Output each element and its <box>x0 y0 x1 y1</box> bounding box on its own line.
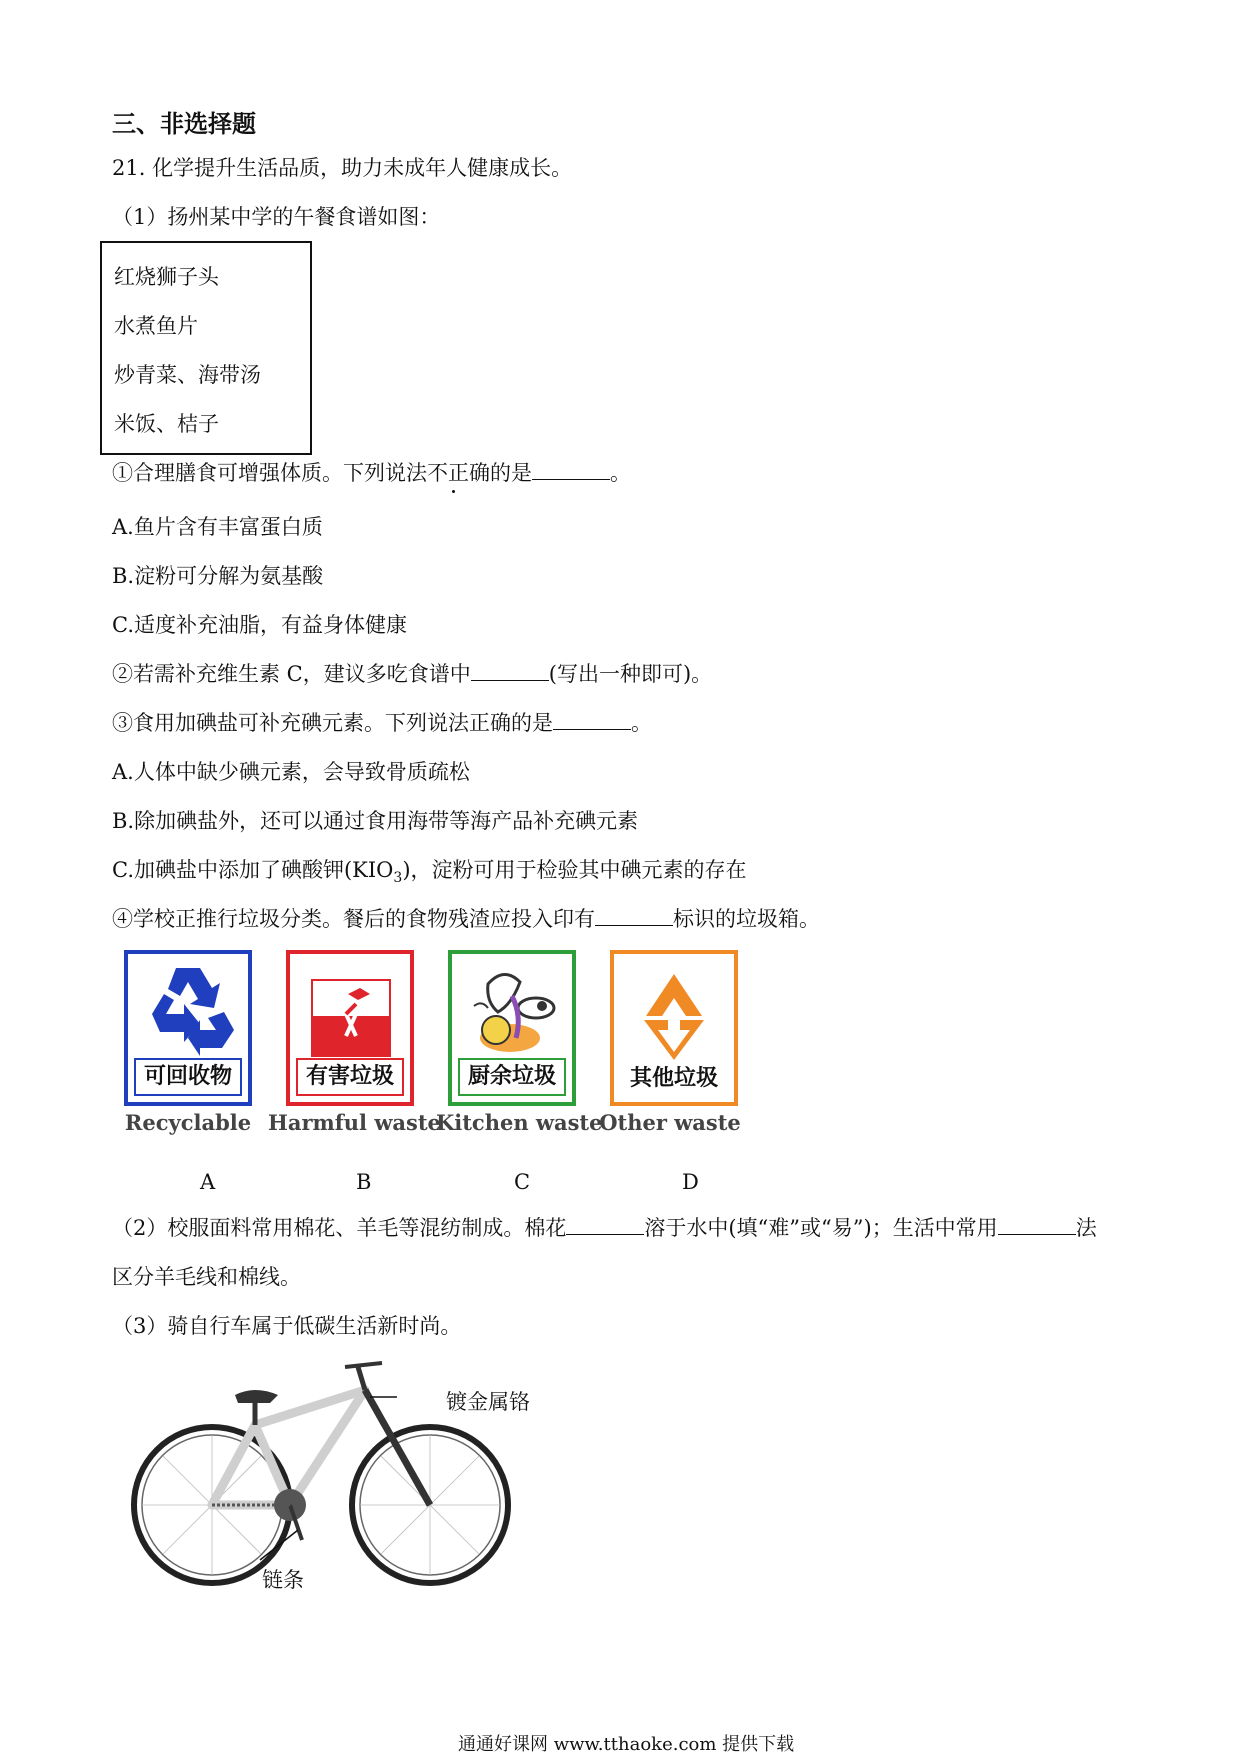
q1-option-c: C.适度补充油脂，有益身体健康 <box>112 613 407 637</box>
q1-suffix: 。 <box>610 461 631 485</box>
question-stem: 21. 化学提升生活品质，助力未成年人健康成长。 <box>112 156 573 180</box>
answer-blank[interactable] <box>471 662 549 681</box>
answer-blank[interactable] <box>532 461 610 480</box>
answer-blank[interactable] <box>595 907 673 926</box>
part2 <box>112 1214 1097 1242</box>
q3-suffix: 。 <box>631 711 652 735</box>
part2-mid: 溶于水中(填“难”或“易”)；生活中常用 <box>644 1216 998 1240</box>
option-letter: A <box>200 1170 216 1194</box>
part2-continued: 区分羊毛线和棉线。 <box>112 1265 301 1289</box>
bin-label: 有害垃圾 <box>296 1058 404 1096</box>
q1-prefix: ①合理膳食可增强体质。下列说法 <box>112 461 427 485</box>
subquestion-1 <box>112 459 631 487</box>
option-letter: C <box>514 1170 531 1194</box>
subquestion-4 <box>112 905 820 933</box>
bin-en-label: Kitchen waste <box>436 1110 603 1135</box>
menu-item: 水煮鱼片 <box>114 314 198 338</box>
menu-item: 米饭、桔子 <box>114 412 219 436</box>
bin-harmful <box>286 950 414 1106</box>
q3-prefix: ③食用加碘盐可补充碘元素。下列说法正确的是 <box>112 711 553 735</box>
q4-prefix: ④学校正推行垃圾分类。餐后的食物残渣应投入印有 <box>112 907 595 931</box>
q4-suffix: 标识的垃圾箱。 <box>673 907 820 931</box>
answer-blank[interactable] <box>566 1216 644 1235</box>
bin-other <box>610 950 738 1106</box>
subquestion-3 <box>112 709 652 737</box>
part1-intro: （1）扬州某中学的午餐食谱如图： <box>112 205 441 229</box>
q3-option-b: B.除加碘盐外，还可以通过食用海带等海产品补充碘元素 <box>112 809 639 833</box>
answer-blank[interactable] <box>553 711 631 730</box>
q3c-suffix: )，淀粉可用于检验其中碘元素的存在 <box>402 858 747 882</box>
harmful-icon <box>290 956 410 1064</box>
food-waste-icon <box>452 956 572 1064</box>
part2-prefix: （2）校服面料常用棉花、羊毛等混纺制成。棉花 <box>112 1216 567 1240</box>
subquestion-2 <box>112 660 712 688</box>
bin-recyclable <box>124 950 252 1106</box>
other-waste-icon <box>614 956 734 1064</box>
bin-label: 可回收物 <box>134 1058 242 1096</box>
bin-label: 厨余垃圾 <box>458 1058 566 1096</box>
option-letter: B <box>356 1170 372 1194</box>
part2-suffix: 法 <box>1075 1216 1097 1240</box>
q3-option-a: A.人体中缺少碘元素，会导致骨质疏松 <box>112 760 470 784</box>
bike-label-chain: 链条 <box>262 1568 304 1592</box>
recycle-icon <box>128 956 248 1064</box>
emphasis-dot <box>452 490 455 493</box>
bin-en-label: Other waste <box>599 1110 741 1135</box>
bin-label: 其他垃圾 <box>629 1066 718 1091</box>
bin-kitchen <box>448 950 576 1106</box>
lunch-menu-box <box>100 241 312 455</box>
q1-emphasis: 不 <box>427 461 448 485</box>
q1-option-a: A.鱼片含有丰富蛋白质 <box>112 515 323 539</box>
part3: （3）骑自行车属于低碳生活新时尚。 <box>112 1314 462 1338</box>
q2-suffix: (写出一种即可)。 <box>548 662 713 686</box>
menu-item: 炒青菜、海带汤 <box>114 363 261 387</box>
q1-option-b: B.淀粉可分解为氨基酸 <box>112 564 324 588</box>
q1-mid: 正确的是 <box>448 461 532 485</box>
menu-item: 红烧狮子头 <box>114 265 219 289</box>
option-letter: D <box>682 1170 699 1194</box>
q3-option-c <box>112 856 747 892</box>
section-title: 三、非选择题 <box>112 109 256 138</box>
bike-label-frame: 镀金属铬 <box>446 1390 530 1414</box>
footer: 通通好课网 www.tthaoke.com 提供下载 <box>458 1734 795 1755</box>
q2-prefix: ②若需补充维生素 C，建议多吃食谱中 <box>112 662 471 686</box>
q3c-subscript: 3 <box>393 870 403 887</box>
answer-blank[interactable] <box>998 1216 1076 1235</box>
bin-en-label: Harmful waste <box>268 1110 441 1135</box>
q3c-prefix: C.加碘盐中添加了碘酸钾(KIO <box>112 858 394 882</box>
bin-en-label: Recyclable <box>124 1110 252 1135</box>
